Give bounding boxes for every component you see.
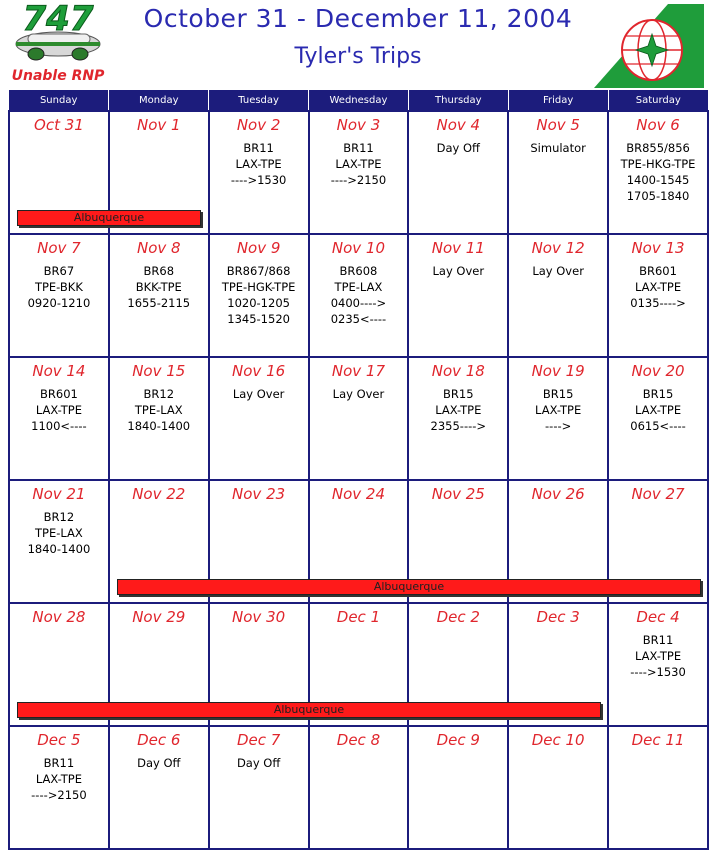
day-entries bbox=[409, 386, 507, 434]
day-entries bbox=[10, 263, 108, 311]
day-date: Nov 16 bbox=[232, 362, 286, 380]
day-entry-line: BR15 bbox=[542, 387, 574, 401]
day-entry-line: LAX-TPE bbox=[535, 403, 582, 417]
day-date: Nov 6 bbox=[636, 116, 680, 134]
day-cell[interactable] bbox=[109, 234, 209, 357]
day-cell[interactable] bbox=[508, 234, 608, 357]
day-entry-line: ----> bbox=[545, 419, 572, 433]
day-entries bbox=[210, 386, 308, 402]
day-entry-line: BR11 bbox=[243, 141, 274, 155]
day-date: Dec 6 bbox=[137, 731, 181, 749]
day-date: Nov 3 bbox=[336, 116, 381, 134]
day-entry-line: LAX-TPE bbox=[35, 403, 82, 417]
week-row bbox=[9, 726, 708, 849]
day-cell[interactable] bbox=[408, 726, 508, 849]
day-cell[interactable] bbox=[9, 480, 109, 603]
day-date: Dec 8 bbox=[336, 731, 381, 749]
day-entry-line: LAX-TPE bbox=[235, 157, 282, 171]
day-entries bbox=[310, 140, 408, 188]
day-entry-line: BR12 bbox=[143, 387, 175, 401]
day-date: Oct 31 bbox=[34, 116, 84, 134]
day-entry-line: TPE-LAX bbox=[334, 280, 383, 294]
day-entries bbox=[609, 263, 707, 311]
day-entries bbox=[509, 263, 607, 279]
day-date: Nov 21 bbox=[32, 485, 86, 503]
day-cell[interactable] bbox=[608, 603, 708, 726]
day-entries bbox=[10, 509, 108, 557]
day-entries bbox=[509, 386, 607, 434]
day-entries bbox=[110, 755, 208, 771]
day-entry-line: ---->2150 bbox=[31, 788, 87, 802]
weekday-wednesday: Wednesday bbox=[309, 90, 409, 111]
weekday-thursday: Thursday bbox=[408, 90, 508, 111]
day-entry-line: TPE-BKK bbox=[34, 280, 83, 294]
day-date: Dec 11 bbox=[631, 731, 685, 749]
eva-air-logo bbox=[594, 4, 704, 90]
day-date: Nov 13 bbox=[631, 239, 685, 257]
day-entry-line: Simulator bbox=[530, 141, 586, 155]
day-cell[interactable] bbox=[508, 726, 608, 849]
day-cell[interactable] bbox=[209, 111, 309, 234]
day-entry-line: Lay Over bbox=[232, 387, 285, 401]
day-entry-line: TPE-HGK-TPE bbox=[221, 280, 296, 294]
day-date: Dec 9 bbox=[436, 731, 480, 749]
event-bar-albuquerque-2[interactable]: Albuquerque bbox=[117, 579, 701, 595]
day-entry-line: 1705-1840 bbox=[626, 189, 690, 203]
day-cell[interactable] bbox=[309, 357, 409, 480]
day-date: Nov 28 bbox=[32, 608, 86, 626]
day-entries bbox=[10, 755, 108, 803]
day-entries bbox=[210, 140, 308, 188]
day-entry-line: TPE-HKG-TPE bbox=[620, 157, 696, 171]
day-cell[interactable] bbox=[608, 111, 708, 234]
day-cell[interactable] bbox=[9, 357, 109, 480]
day-date: Nov 20 bbox=[631, 362, 685, 380]
day-date: Dec 3 bbox=[536, 608, 580, 626]
day-date: Nov 23 bbox=[232, 485, 286, 503]
day-entry-line: TPE-LAX bbox=[35, 526, 83, 540]
day-date: Dec 1 bbox=[336, 608, 381, 626]
day-entry-line: 1840-1400 bbox=[127, 419, 191, 433]
page-subtitle: Tyler's Trips bbox=[294, 44, 422, 69]
day-entry-line: 1840-1400 bbox=[27, 542, 91, 556]
page-title: October 31 - December 11, 2004 bbox=[143, 4, 573, 33]
day-entries bbox=[310, 263, 408, 327]
day-entry-line: ---->2150 bbox=[330, 173, 387, 187]
day-date: Nov 8 bbox=[136, 239, 181, 257]
weekday-header-row bbox=[9, 90, 708, 111]
event-bar-albuquerque-1[interactable]: Albuquerque bbox=[17, 210, 201, 226]
day-date: Nov 5 bbox=[536, 116, 580, 134]
weekday-tuesday: Tuesday bbox=[209, 90, 309, 111]
week-row bbox=[9, 234, 708, 357]
svg-text:Unable RNP: Unable RNP bbox=[11, 68, 105, 84]
day-date: Nov 14 bbox=[32, 362, 86, 380]
day-entries bbox=[310, 386, 408, 402]
day-entry-line: BR12 bbox=[43, 510, 75, 524]
day-entry-line: ---->1530 bbox=[230, 173, 287, 187]
day-entry-line: LAX-TPE bbox=[634, 280, 682, 294]
day-date: Nov 2 bbox=[236, 116, 281, 134]
day-date: Nov 7 bbox=[37, 239, 81, 257]
day-entry-line: 0135----> bbox=[630, 296, 686, 310]
day-date: Nov 29 bbox=[132, 608, 186, 626]
day-entry-line: 1020-1205 bbox=[227, 296, 290, 310]
day-entry-line: Lay Over bbox=[432, 264, 485, 278]
day-entry-line: Day Off bbox=[436, 141, 480, 155]
day-entry-line: 1400-1545 bbox=[626, 173, 690, 187]
day-date: Nov 25 bbox=[431, 485, 485, 503]
day-cell[interactable] bbox=[209, 234, 309, 357]
day-cell[interactable] bbox=[408, 234, 508, 357]
day-date: Nov 18 bbox=[431, 362, 485, 380]
weekday-friday: Friday bbox=[508, 90, 608, 111]
weekday-saturday: Saturday bbox=[608, 90, 708, 111]
page-header bbox=[0, 0, 716, 90]
day-entry-line: LAX-TPE bbox=[35, 772, 82, 786]
day-entry-line: BR11 bbox=[43, 756, 75, 770]
day-date: Nov 26 bbox=[531, 485, 585, 503]
day-date: Nov 12 bbox=[531, 239, 585, 257]
day-cell[interactable] bbox=[309, 726, 409, 849]
day-cell[interactable] bbox=[309, 111, 409, 234]
day-cell[interactable] bbox=[209, 357, 309, 480]
day-date: Nov 15 bbox=[132, 362, 186, 380]
day-entry-line: LAX-TPE bbox=[634, 403, 682, 417]
day-entry-line: LAX-TPE bbox=[634, 649, 682, 663]
day-entry-line: BR867/868 bbox=[226, 264, 291, 278]
day-entry-line: BR855/856 bbox=[626, 141, 690, 155]
day-cell[interactable] bbox=[508, 357, 608, 480]
day-cell[interactable] bbox=[109, 726, 209, 849]
day-date: Nov 22 bbox=[132, 485, 186, 503]
day-entry-line: BR601 bbox=[40, 387, 78, 401]
day-entry-line: 0400----> bbox=[330, 296, 387, 310]
day-entry-line: 1345-1520 bbox=[227, 312, 290, 326]
day-cell[interactable] bbox=[9, 726, 109, 849]
day-date: Nov 4 bbox=[436, 116, 481, 134]
day-entry-line: BKK-TPE bbox=[135, 280, 182, 294]
day-date: Nov 10 bbox=[331, 239, 386, 257]
day-entry-line: BR15 bbox=[443, 387, 474, 401]
day-entry-line: Day Off bbox=[236, 756, 281, 770]
calendar-grid bbox=[8, 90, 709, 850]
day-date: Nov 24 bbox=[331, 485, 386, 503]
svg-text:747: 747 bbox=[22, 0, 94, 39]
day-cell[interactable] bbox=[508, 111, 608, 234]
day-cell[interactable] bbox=[109, 357, 209, 480]
day-entry-line: 2355----> bbox=[430, 419, 487, 433]
day-entries bbox=[409, 263, 507, 279]
day-date: Dec 10 bbox=[531, 731, 585, 749]
day-entry-line: 0615<---- bbox=[630, 419, 686, 433]
day-date: Nov 17 bbox=[331, 362, 386, 380]
day-date: Nov 11 bbox=[431, 239, 485, 257]
day-entries bbox=[609, 386, 707, 434]
day-entry-line: BR601 bbox=[639, 264, 677, 278]
day-entries bbox=[609, 140, 707, 204]
day-entry-line: ---->1530 bbox=[630, 665, 686, 679]
day-date: Dec 5 bbox=[37, 731, 81, 749]
day-date: Nov 30 bbox=[232, 608, 286, 626]
day-entry-line: Lay Over bbox=[332, 387, 385, 401]
day-entry-line: 1655-2115 bbox=[127, 296, 191, 310]
day-entry-line: BR11 bbox=[642, 633, 674, 647]
day-entry-line: BR15 bbox=[642, 387, 674, 401]
day-cell[interactable] bbox=[408, 357, 508, 480]
day-cell[interactable] bbox=[9, 234, 109, 357]
day-entries bbox=[509, 140, 607, 156]
week-row bbox=[9, 357, 708, 480]
day-cell[interactable] bbox=[608, 726, 708, 849]
weekday-monday: Monday bbox=[109, 90, 209, 111]
day-date: Dec 7 bbox=[236, 731, 281, 749]
day-entry-line: BR67 bbox=[43, 264, 75, 278]
weekday-sunday: Sunday bbox=[9, 90, 109, 111]
day-date: Nov 1 bbox=[136, 116, 181, 134]
day-entry-line: 0235<---- bbox=[330, 312, 387, 326]
day-entries bbox=[609, 632, 707, 680]
day-cell[interactable] bbox=[608, 234, 708, 357]
day-entries bbox=[409, 140, 507, 156]
day-entry-line: 1100<---- bbox=[31, 419, 87, 433]
day-date: Nov 27 bbox=[631, 485, 685, 503]
event-bar-albuquerque-3[interactable]: Albuquerque bbox=[17, 702, 601, 718]
day-entry-line: 0920-1210 bbox=[27, 296, 91, 310]
day-entry-line: BR68 bbox=[143, 264, 175, 278]
day-entries bbox=[110, 263, 208, 311]
day-cell[interactable] bbox=[408, 111, 508, 234]
day-entry-line: LAX-TPE bbox=[335, 157, 382, 171]
day-cell[interactable] bbox=[209, 726, 309, 849]
day-entry-line: Lay Over bbox=[532, 264, 584, 278]
day-entry-line: TPE-LAX bbox=[134, 403, 183, 417]
day-date: Dec 2 bbox=[436, 608, 480, 626]
day-entries bbox=[210, 263, 308, 327]
day-date: Nov 9 bbox=[236, 239, 281, 257]
day-entries bbox=[210, 755, 308, 771]
day-cell[interactable] bbox=[309, 234, 409, 357]
day-date: Nov 19 bbox=[531, 362, 585, 380]
day-entry-line: BR608 bbox=[339, 264, 378, 278]
day-date: Dec 4 bbox=[636, 608, 680, 626]
day-entry-line: BR11 bbox=[343, 141, 374, 155]
day-entry-line: LAX-TPE bbox=[435, 403, 482, 417]
day-cell[interactable] bbox=[608, 357, 708, 480]
day-entries bbox=[110, 386, 208, 434]
day-entries bbox=[10, 386, 108, 434]
day-entry-line: Day Off bbox=[137, 756, 181, 770]
